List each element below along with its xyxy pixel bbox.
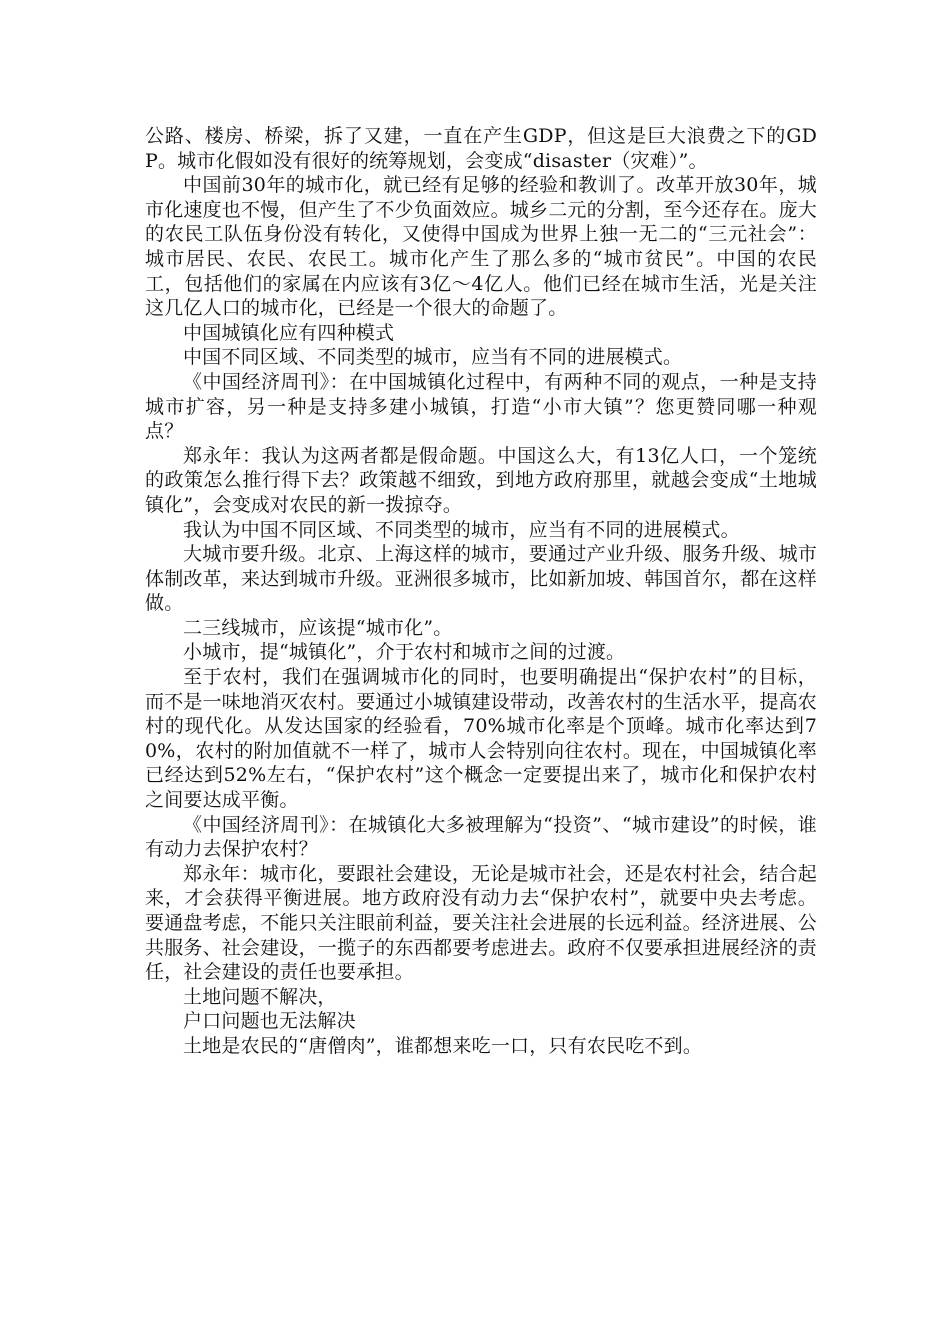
paragraph-big-city-upgrade: 大城市要升级。北京、上海这样的城市，要通过产业升级、服务升级、城市体制改革，来达到城市升级。亚洲很多城市，比如新加坡、韩国首尔，都在这样做。 [145,543,818,615]
paragraph-answer-social-construction: 郑永年：城市化，要跟社会建设，无论是城市社会，还是农村社会，结合起来，才会获得平衡进展。地方政府没有动力去“保护农村”，就要中央去考虑。要通盘考虑，不能只关注眼前利益，要关注社会进展的长远利益。经济进展、公共服务、社会建设，一揽子的东西都要考虑进去。政府不仅要承担进展经济的责任，社会建设的责任也要承担。 [145,862,818,984]
paragraph-small-cities: 小城市，提“城镇化”，介于农村和城市之间的过渡。 [183,641,626,664]
paragraph-different-models: 中国不同区域、不同类型的城市，应当有不同的进展模式。 [183,346,683,369]
article-body [145,124,817,1059]
paragraph-question-protect-villages: 《中国经济周刊》：在城镇化大多被理解为“投资”、“城市建设”的时候，谁有动力去保护农村？ [145,813,817,861]
section-heading-land-issue-line2: 户口问题也无法解决 [183,1010,356,1033]
paragraph-land-tang-monk-meat: 土地是农民的“唐僧肉”，谁都想来吃一口，只有农民吃不到。 [183,1034,703,1057]
section-heading-four-models: 中国城镇化应有四种模式 [183,321,395,344]
paragraph-answer-false-proposition: 郑永年：我认为这两者都是假命题。中国这么大，有13亿人口，一个笼统的政策怎么推行得下去？政策越不细致，到地方政府那里，就越会变成“土地城镇化”，会变成对农民的新一拨掠夺。 [145,444,817,516]
paragraph-protect-villages: 至于农村，我们在强调城市化的同时，也要明确提出“保护农村”的目标，而不是一味地消灭农村。要通过小城镇建设带动，改善农村的生活水平，提高农村的现代化。从发达国家的经验看，70%城市化率是个顶峰。城市化率达到70%，农村的附加值就不一样了，城市人会特别向往农村。现在，中国城镇化率已经达到52%左右，“保护农村”这个概念一定要提出来了，城市化和保护农村之间要达成平衡。 [145,666,818,812]
section-heading-land-issue-line1: 土地问题不解决， [183,985,337,1008]
paragraph-different-models-opinion: 我认为中国不同区域、不同类型的城市，应当有不同的进展模式。 [183,518,740,541]
paragraph-tier-two-cities: 二三线城市，应该提“城市化”。 [183,616,453,639]
paragraph-urbanization-history: 中国前30年的城市化，就已经有足够的经验和教训了。改革开放30年，城市化速度也不慢，但产生了不少负面效应。城乡二元的分割，至今还存在。庞大的农民工队伍身份没有转化，又使得中国成为世界上独一无二的“三元社会”：城市居民、农民、农民工。城市化产生了那么多的“城市贫民”。中国的农民工，包括他们的家属在内应该有3亿～4亿人。他们已经在城市生活，光是关注这几亿人口的城市化，已经是一个很大的命题了。 [145,174,818,320]
paragraph-question-expansion: 《中国经济周刊》：在中国城镇化过程中，有两种不同的观点，一种是支持城市扩容，另一种是支持多建小城镇，打造“小市大镇”？您更赞同哪一种观点？ [145,370,817,443]
paragraph-gdp-waste: 公路、楼房、桥梁，拆了又建，一直在产生GDP，但这是巨大浪费之下的GDP。城市化假如没有很好的统筹规划，会变成“disaster（灾难）”。 [145,125,817,172]
